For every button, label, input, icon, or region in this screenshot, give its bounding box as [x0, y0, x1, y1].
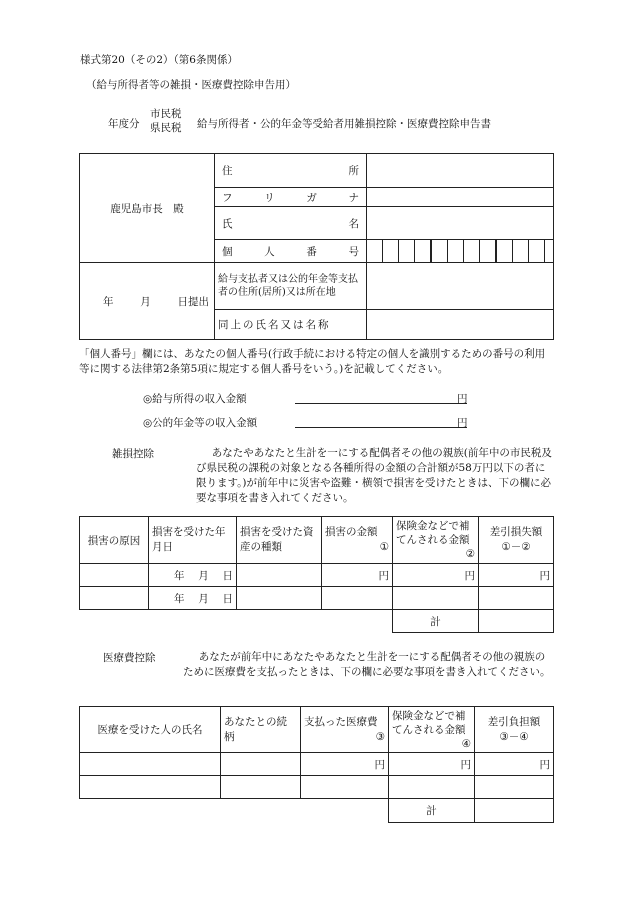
payer-name-label-cell: 同上の氏名又は名称 — [215, 310, 367, 340]
medical-heading: 医療費控除 — [103, 652, 156, 664]
submit-date-cell: 年 月 日提出 — [80, 263, 215, 340]
date-input[interactable]: 年 月 日 — [149, 587, 237, 610]
insurance-input[interactable] — [393, 587, 479, 610]
damage-amount-input[interactable] — [322, 587, 393, 610]
medical-total-input[interactable] — [475, 799, 554, 823]
asset-input[interactable] — [237, 587, 322, 610]
salary-income-label: ◎給与所得の収入金額 — [143, 393, 247, 405]
tax-prefecture: 県民税 — [150, 122, 182, 134]
date-input[interactable]: 年 月 日 — [149, 564, 237, 587]
patient-name-input[interactable] — [80, 776, 221, 799]
address-input[interactable] — [367, 154, 554, 188]
payer-name-input[interactable] — [367, 310, 554, 340]
net-loss-input[interactable]: 円 — [479, 564, 554, 587]
number-label-cell: 個 人 番 号 — [215, 240, 367, 263]
col-net-burden: 差引負担額 ③－④ — [475, 707, 554, 753]
applicant-table — [79, 153, 554, 340]
casualty-total-label: 計 — [393, 610, 479, 633]
medical-cost-input[interactable] — [301, 776, 389, 799]
net-burden-input[interactable] — [475, 776, 554, 799]
medical-cost-input[interactable]: 円 — [301, 753, 389, 776]
insurance-input[interactable]: 円 — [393, 564, 479, 587]
col-damage-date: 損害を受けた年月日 — [149, 517, 237, 564]
col-net-loss: 差引損失額 ①－② — [479, 517, 554, 564]
casualty-description: あなたやあなたと生計を一にする配偶者その他の親族(前年中の市民税及び県民税の課税の対象となる各種所得の金額の合計額が58万円以下の者に限ります。)が前年中に災害や盗難・横領で損害を受けたときは、下の欄に必要な事項を書き入れてください。 — [196, 447, 552, 504]
tax-city: 市民税 — [150, 108, 182, 120]
medical-table — [79, 706, 554, 823]
salary-income-input[interactable] — [295, 390, 467, 404]
medical-insurance-input[interactable] — [389, 776, 475, 799]
patient-name-input[interactable] — [80, 753, 221, 776]
pension-yen: 円 — [457, 417, 468, 429]
form-id: 様式第20（その2）（第6条関係） — [80, 54, 238, 66]
year-label: 年度分 — [108, 118, 140, 130]
personal-number-input[interactable] — [367, 240, 554, 263]
medical-description: あなたが前年中にあなたやあなたと生計を一にする配偶者その他の親族のために医療費を支払ったときは、下の欄に必要な事項を書き入れてください。 — [183, 651, 551, 678]
col-insurance: 保険金などで補てんされる金額 ② — [393, 517, 479, 564]
net-burden-input[interactable]: 円 — [475, 753, 554, 776]
address-label-cell: 住 所 — [215, 154, 367, 188]
relationship-input[interactable] — [221, 776, 301, 799]
name-label-cell: 氏 名 — [215, 207, 367, 240]
col-medical-insurance: 保険金などで補てんされる金額 ④ — [389, 707, 475, 753]
form-subtitle: （給与所得者等の雑損・医療費控除申告用） — [86, 79, 296, 91]
medical-total-label: 計 — [389, 799, 475, 823]
furigana-input[interactable] — [367, 188, 554, 207]
casualty-heading: 雑損控除 — [112, 448, 154, 460]
addressee: 鹿児島市長 殿 — [110, 202, 184, 215]
col-cause: 損害の原因 — [80, 517, 149, 564]
cause-input[interactable] — [80, 587, 149, 610]
col-patient-name: 医療を受けた人の氏名 — [80, 707, 221, 753]
pension-income-label: ◎公的年金等の収入金額 — [143, 417, 258, 429]
col-damage-amount: 損害の金額 ① — [322, 517, 393, 564]
form-title: 給与所得者・公的年金等受給者用雑損控除・医療費控除申告書 — [197, 118, 491, 130]
furigana-label-cell: フ リ ガ ナ — [215, 188, 367, 207]
salary-yen: 円 — [457, 393, 468, 405]
col-medical-cost: 支払った医療費 ③ — [301, 707, 389, 753]
col-asset-type: 損害を受けた資産の種類 — [237, 517, 322, 564]
net-loss-input[interactable] — [479, 587, 554, 610]
name-input[interactable] — [367, 207, 554, 240]
payer-address-input[interactable] — [367, 263, 554, 310]
personal-number-note: 「個人番号」欄には、あなたの個人番号(行政手続における特定の個人を識別するための番号の利用等に関する法律第2条第5項に規定する個人番号をいう。)を記載してください。 — [79, 348, 546, 375]
relationship-input[interactable] — [221, 753, 301, 776]
cause-input[interactable] — [80, 564, 149, 587]
pension-income-input[interactable] — [295, 414, 467, 428]
casualty-total-input[interactable] — [479, 610, 554, 633]
asset-input[interactable] — [237, 564, 322, 587]
addressee-cell — [80, 154, 215, 263]
casualty-table — [79, 516, 554, 633]
payer-address-label: 給与支払者又は公的年金等支払者の住所(居所)又は所在地 — [215, 263, 367, 310]
tax-labels — [150, 107, 182, 135]
col-relationship: あなたとの続柄 — [221, 707, 301, 753]
medical-insurance-input[interactable]: 円 — [389, 753, 475, 776]
damage-amount-input[interactable]: 円 — [322, 564, 393, 587]
